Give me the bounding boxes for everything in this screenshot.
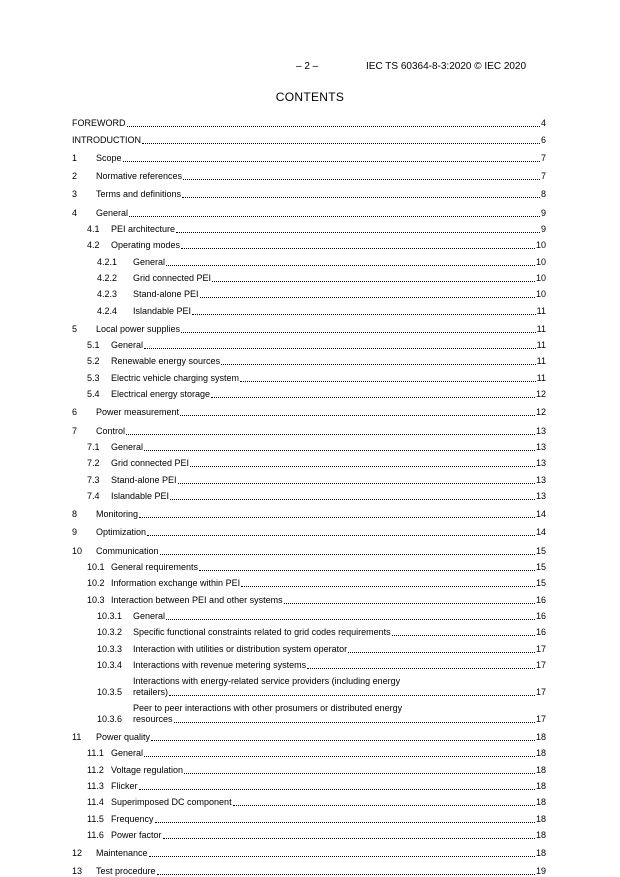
- toc-label-continued: resources: [133, 713, 173, 724]
- toc-label: Local power supplies: [96, 323, 181, 334]
- leader-dots: [180, 415, 535, 416]
- toc-label: General requirements: [111, 562, 199, 573]
- toc-entry[interactable]: [72, 792, 546, 808]
- toc-entry[interactable]: [72, 606, 546, 622]
- page-number: – 2 –: [296, 61, 319, 72]
- toc-page-number: 12: [535, 407, 546, 418]
- toc-page-number: 17: [535, 643, 546, 654]
- toc-entry[interactable]: [72, 251, 546, 267]
- toc-number: 5.3: [87, 372, 100, 383]
- toc-entry[interactable]: [72, 622, 546, 638]
- toc-page-number: 19: [535, 866, 546, 877]
- leader-dots: [190, 466, 535, 467]
- leader-dots: [126, 434, 535, 435]
- leader-dots: [127, 126, 540, 127]
- leader-dots: [155, 822, 535, 823]
- leader-dots: [142, 143, 540, 144]
- toc-number: 10.3.6: [97, 713, 123, 724]
- toc-entry[interactable]: [72, 129, 546, 145]
- leader-dots: [233, 805, 535, 806]
- toc-entry[interactable]: [72, 113, 546, 129]
- leader-dots: [183, 179, 540, 180]
- toc-entry[interactable]: [72, 776, 546, 792]
- toc-number: 5.4: [87, 389, 100, 400]
- toc-number: 11: [72, 732, 82, 743]
- toc-entry[interactable]: [72, 808, 546, 824]
- toc-page-number: 15: [535, 545, 546, 556]
- toc-number: 2: [72, 171, 78, 182]
- toc-page-number: 10: [535, 289, 546, 300]
- leader-dots: [157, 874, 535, 875]
- toc-entry[interactable]: [72, 727, 546, 743]
- toc-page-number: 17: [535, 659, 546, 670]
- toc-label: Maintenance: [96, 848, 148, 859]
- leader-dots: [149, 856, 535, 857]
- toc-entry[interactable]: [72, 504, 546, 520]
- toc-entry[interactable]: [72, 284, 546, 300]
- toc-label: Monitoring: [96, 509, 139, 520]
- toc-entry[interactable]: [72, 335, 546, 351]
- leader-dots: [170, 499, 535, 500]
- toc-entry[interactable]: [72, 759, 546, 775]
- toc-page-number: 11: [536, 372, 546, 383]
- toc-label: Stand-alone PEI: [133, 289, 199, 300]
- toc-page-number: 10: [535, 240, 546, 251]
- leader-dots: [181, 332, 536, 333]
- toc-label: Normative references: [96, 171, 183, 182]
- toc-label: General: [133, 256, 166, 267]
- toc-number: 6: [72, 407, 78, 418]
- toc-entry[interactable]: [72, 166, 546, 182]
- toc-entry[interactable]: [72, 486, 546, 502]
- toc-page-number: 10: [535, 256, 546, 267]
- toc-number: 11.6: [87, 829, 104, 840]
- leader-dots: [123, 161, 540, 162]
- toc-number: 11.1: [87, 748, 104, 759]
- toc-label: Electrical energy storage: [111, 389, 211, 400]
- toc-label: Terms and definitions: [96, 189, 182, 200]
- toc-entry[interactable]: [72, 469, 546, 485]
- toc-label: Grid connected PEI: [111, 458, 190, 469]
- toc-number: 10.3.3: [97, 643, 123, 654]
- toc-label: Specific functional constraints related to grid codes requirements: [133, 627, 391, 638]
- toc-number: 13: [72, 866, 83, 877]
- toc-label: INTRODUCTION: [72, 134, 141, 145]
- toc-page-number: 13: [535, 425, 546, 436]
- toc-entry[interactable]: [72, 655, 546, 671]
- toc-number: 10.3.2: [97, 627, 123, 638]
- toc-page-number: 18: [535, 748, 546, 759]
- leader-dots: [200, 297, 535, 298]
- toc-label: Interactions with energy-related service providers (including energy: [133, 675, 401, 686]
- toc-page-number: 13: [535, 490, 546, 501]
- leader-dots: [212, 281, 535, 282]
- leader-dots: [166, 265, 535, 266]
- toc-label: General: [111, 340, 144, 351]
- leader-dots: [348, 652, 535, 653]
- toc-entry[interactable]: [72, 843, 546, 859]
- toc-entry[interactable]: [72, 402, 546, 418]
- toc-number: 10.3: [87, 594, 105, 605]
- toc-page-number: 6: [540, 134, 546, 145]
- toc-page-number: 18: [535, 829, 546, 840]
- toc-number: 7: [72, 425, 78, 436]
- leader-dots: [144, 756, 535, 757]
- toc-number: 10: [72, 545, 83, 556]
- toc-label: Interaction with utilities or distribution system operator: [133, 643, 348, 654]
- leader-dots: [192, 314, 536, 315]
- toc-label: General: [133, 610, 166, 621]
- toc-page-number: 18: [535, 848, 546, 859]
- toc-page-number: 7: [540, 171, 546, 182]
- toc-page-number: 18: [535, 732, 546, 743]
- toc-entry[interactable]: [72, 698, 546, 725]
- leader-dots: [178, 483, 535, 484]
- toc-entry[interactable]: [72, 557, 546, 573]
- toc-page-number: 16: [535, 594, 546, 605]
- toc-label: Power measurement: [96, 407, 180, 418]
- toc-label: Voltage regulation: [111, 764, 184, 775]
- toc-page-number: 7: [540, 152, 546, 163]
- toc-label: Grid connected PEI: [133, 272, 212, 283]
- toc-label: Power quality: [96, 732, 151, 743]
- leader-dots: [211, 397, 535, 398]
- toc-label: Islandable PEI: [133, 305, 192, 316]
- toc-entry[interactable]: [72, 420, 546, 436]
- toc-number: 3: [72, 189, 78, 200]
- toc-page-number: 11: [536, 323, 546, 334]
- toc-number: 4.2.3: [97, 289, 118, 300]
- toc-page-number: 18: [535, 764, 546, 775]
- toc-entry[interactable]: [72, 300, 546, 316]
- toc-entry[interactable]: [72, 743, 546, 759]
- leader-dots: [169, 695, 535, 696]
- toc-number: 4.2.1: [97, 256, 118, 267]
- toc-label: Interaction between PEI and other systems: [111, 594, 283, 605]
- toc-label: Information exchange within PEI: [111, 578, 241, 589]
- toc-number: 5: [72, 323, 78, 334]
- table-of-contents: [72, 113, 546, 877]
- toc-number: 4.2.4: [97, 305, 118, 316]
- toc-page-number: 16: [535, 610, 546, 621]
- toc-entry[interactable]: [72, 219, 546, 235]
- toc-label: Flicker: [111, 780, 138, 791]
- toc-page-number: 17: [535, 713, 546, 724]
- leader-dots: [284, 603, 535, 604]
- toc-number: 1: [72, 152, 78, 163]
- toc-label: Peer to peer interactions with other prosumers or distributed energy: [133, 702, 403, 713]
- toc-label: Scope: [96, 152, 122, 163]
- toc-label: General: [111, 748, 144, 759]
- toc-page-number: 4: [540, 118, 546, 129]
- toc-page-number: 8: [540, 189, 546, 200]
- toc-page-number: 9: [540, 224, 546, 235]
- toc-number: 7.1: [87, 441, 100, 452]
- toc-label: Islandable PEI: [111, 490, 170, 501]
- leader-dots: [139, 517, 535, 518]
- toc-page-number: 18: [535, 797, 546, 808]
- leader-dots: [307, 668, 535, 669]
- toc-page-number: 13: [535, 441, 546, 452]
- toc-entry[interactable]: [72, 638, 546, 654]
- toc-label: Power factor: [111, 829, 162, 840]
- toc-entry[interactable]: [72, 268, 546, 284]
- leader-dots: [221, 364, 536, 365]
- toc-number: 7.2: [87, 458, 100, 469]
- toc-label: Frequency: [111, 813, 154, 824]
- toc-entry[interactable]: [72, 148, 546, 164]
- toc-page-number: 15: [535, 578, 546, 589]
- leader-dots: [139, 789, 535, 790]
- toc-entry[interactable]: [72, 825, 546, 841]
- toc-number: 12: [72, 848, 83, 859]
- leader-dots: [151, 740, 535, 741]
- leader-dots: [240, 381, 536, 382]
- toc-number: 5.1: [87, 340, 100, 351]
- toc-page-number: 10: [535, 272, 546, 283]
- toc-page-number: 17: [535, 686, 546, 697]
- toc-number: 9: [72, 527, 78, 538]
- toc-entry[interactable]: [72, 573, 546, 589]
- toc-number: 10.2: [87, 578, 105, 589]
- leader-dots: [129, 216, 540, 217]
- leader-dots: [147, 535, 535, 536]
- toc-entry[interactable]: [72, 522, 546, 538]
- toc-number: 11.4: [87, 797, 104, 808]
- toc-page-number: 14: [535, 527, 546, 538]
- leader-dots: [144, 450, 535, 451]
- toc-page-number: 14: [535, 509, 546, 520]
- toc-number: 4.2.2: [97, 272, 118, 283]
- toc-page-number: 12: [535, 389, 546, 400]
- toc-number: 11.5: [87, 813, 104, 824]
- toc-page-number: 18: [535, 813, 546, 824]
- toc-number: 10.3.1: [97, 610, 123, 621]
- toc-page-number: 18: [535, 780, 546, 791]
- toc-entry[interactable]: [72, 184, 546, 200]
- toc-entry[interactable]: [72, 351, 546, 367]
- toc-entry[interactable]: [72, 235, 546, 251]
- toc-number: 10.1: [87, 562, 105, 573]
- toc-label: Control: [96, 425, 126, 436]
- toc-number: 11.3: [87, 780, 104, 791]
- toc-page-number: 9: [540, 207, 546, 218]
- toc-label: FOREWORD: [72, 118, 126, 129]
- leader-dots: [174, 722, 535, 723]
- toc-page-number: 11: [536, 305, 546, 316]
- toc-label: Optimization: [96, 527, 147, 538]
- toc-page-number: 11: [536, 340, 546, 351]
- leader-dots: [166, 619, 535, 620]
- toc-number: 8: [72, 509, 78, 520]
- leader-dots: [144, 348, 536, 349]
- leader-dots: [181, 248, 535, 249]
- toc-entry[interactable]: [72, 671, 546, 698]
- toc-page-number: 13: [535, 458, 546, 469]
- leader-dots: [182, 197, 540, 198]
- toc-number: 10.3.4: [97, 659, 123, 670]
- toc-entry[interactable]: [72, 453, 546, 469]
- leader-dots: [241, 586, 535, 587]
- leader-dots: [160, 554, 535, 555]
- toc-label: Communication: [96, 545, 159, 556]
- toc-label: General: [96, 207, 129, 218]
- toc-page-number: 13: [535, 474, 546, 485]
- toc-number: 4.1: [87, 224, 100, 235]
- toc-entry[interactable]: [72, 384, 546, 400]
- toc-label-continued: retailers): [133, 686, 169, 697]
- toc-label: Superimposed DC component: [111, 797, 232, 808]
- toc-page-number: 15: [535, 562, 546, 573]
- toc-entry[interactable]: [72, 861, 546, 877]
- toc-number: 5.2: [87, 356, 100, 367]
- toc-label: PEI architecture: [111, 224, 176, 235]
- toc-number: 7.4: [87, 490, 100, 501]
- toc-page-number: 11: [536, 356, 546, 367]
- toc-entry[interactable]: [72, 437, 546, 453]
- toc-number: 11.2: [87, 764, 104, 775]
- toc-label: Renewable energy sources: [111, 356, 221, 367]
- toc-label: General: [111, 441, 144, 452]
- leader-dots: [199, 570, 535, 571]
- toc-entry[interactable]: [72, 319, 546, 335]
- toc-page-number: 16: [535, 627, 546, 638]
- leader-dots: [392, 635, 535, 636]
- toc-number: 4.2: [87, 240, 100, 251]
- toc-label: Test procedure: [96, 866, 156, 877]
- toc-label: Operating modes: [111, 240, 181, 251]
- toc-number: 4: [72, 207, 78, 218]
- page-title: CONTENTS: [275, 90, 345, 104]
- toc-entry[interactable]: [72, 202, 546, 218]
- toc-entry[interactable]: [72, 540, 546, 556]
- toc-number: 7.3: [87, 474, 100, 485]
- standard-reference: IEC TS 60364-8-3:2020 © IEC 2020: [366, 61, 527, 72]
- toc-label: Stand-alone PEI: [111, 474, 177, 485]
- leader-dots: [176, 232, 540, 233]
- toc-label: Electric vehicle charging system: [111, 372, 240, 383]
- toc-number: 10.3.5: [97, 686, 123, 697]
- toc-label: Interactions with revenue metering systems: [133, 659, 307, 670]
- toc-entry[interactable]: [72, 367, 546, 383]
- leader-dots: [163, 838, 535, 839]
- leader-dots: [184, 773, 535, 774]
- toc-entry[interactable]: [72, 589, 546, 605]
